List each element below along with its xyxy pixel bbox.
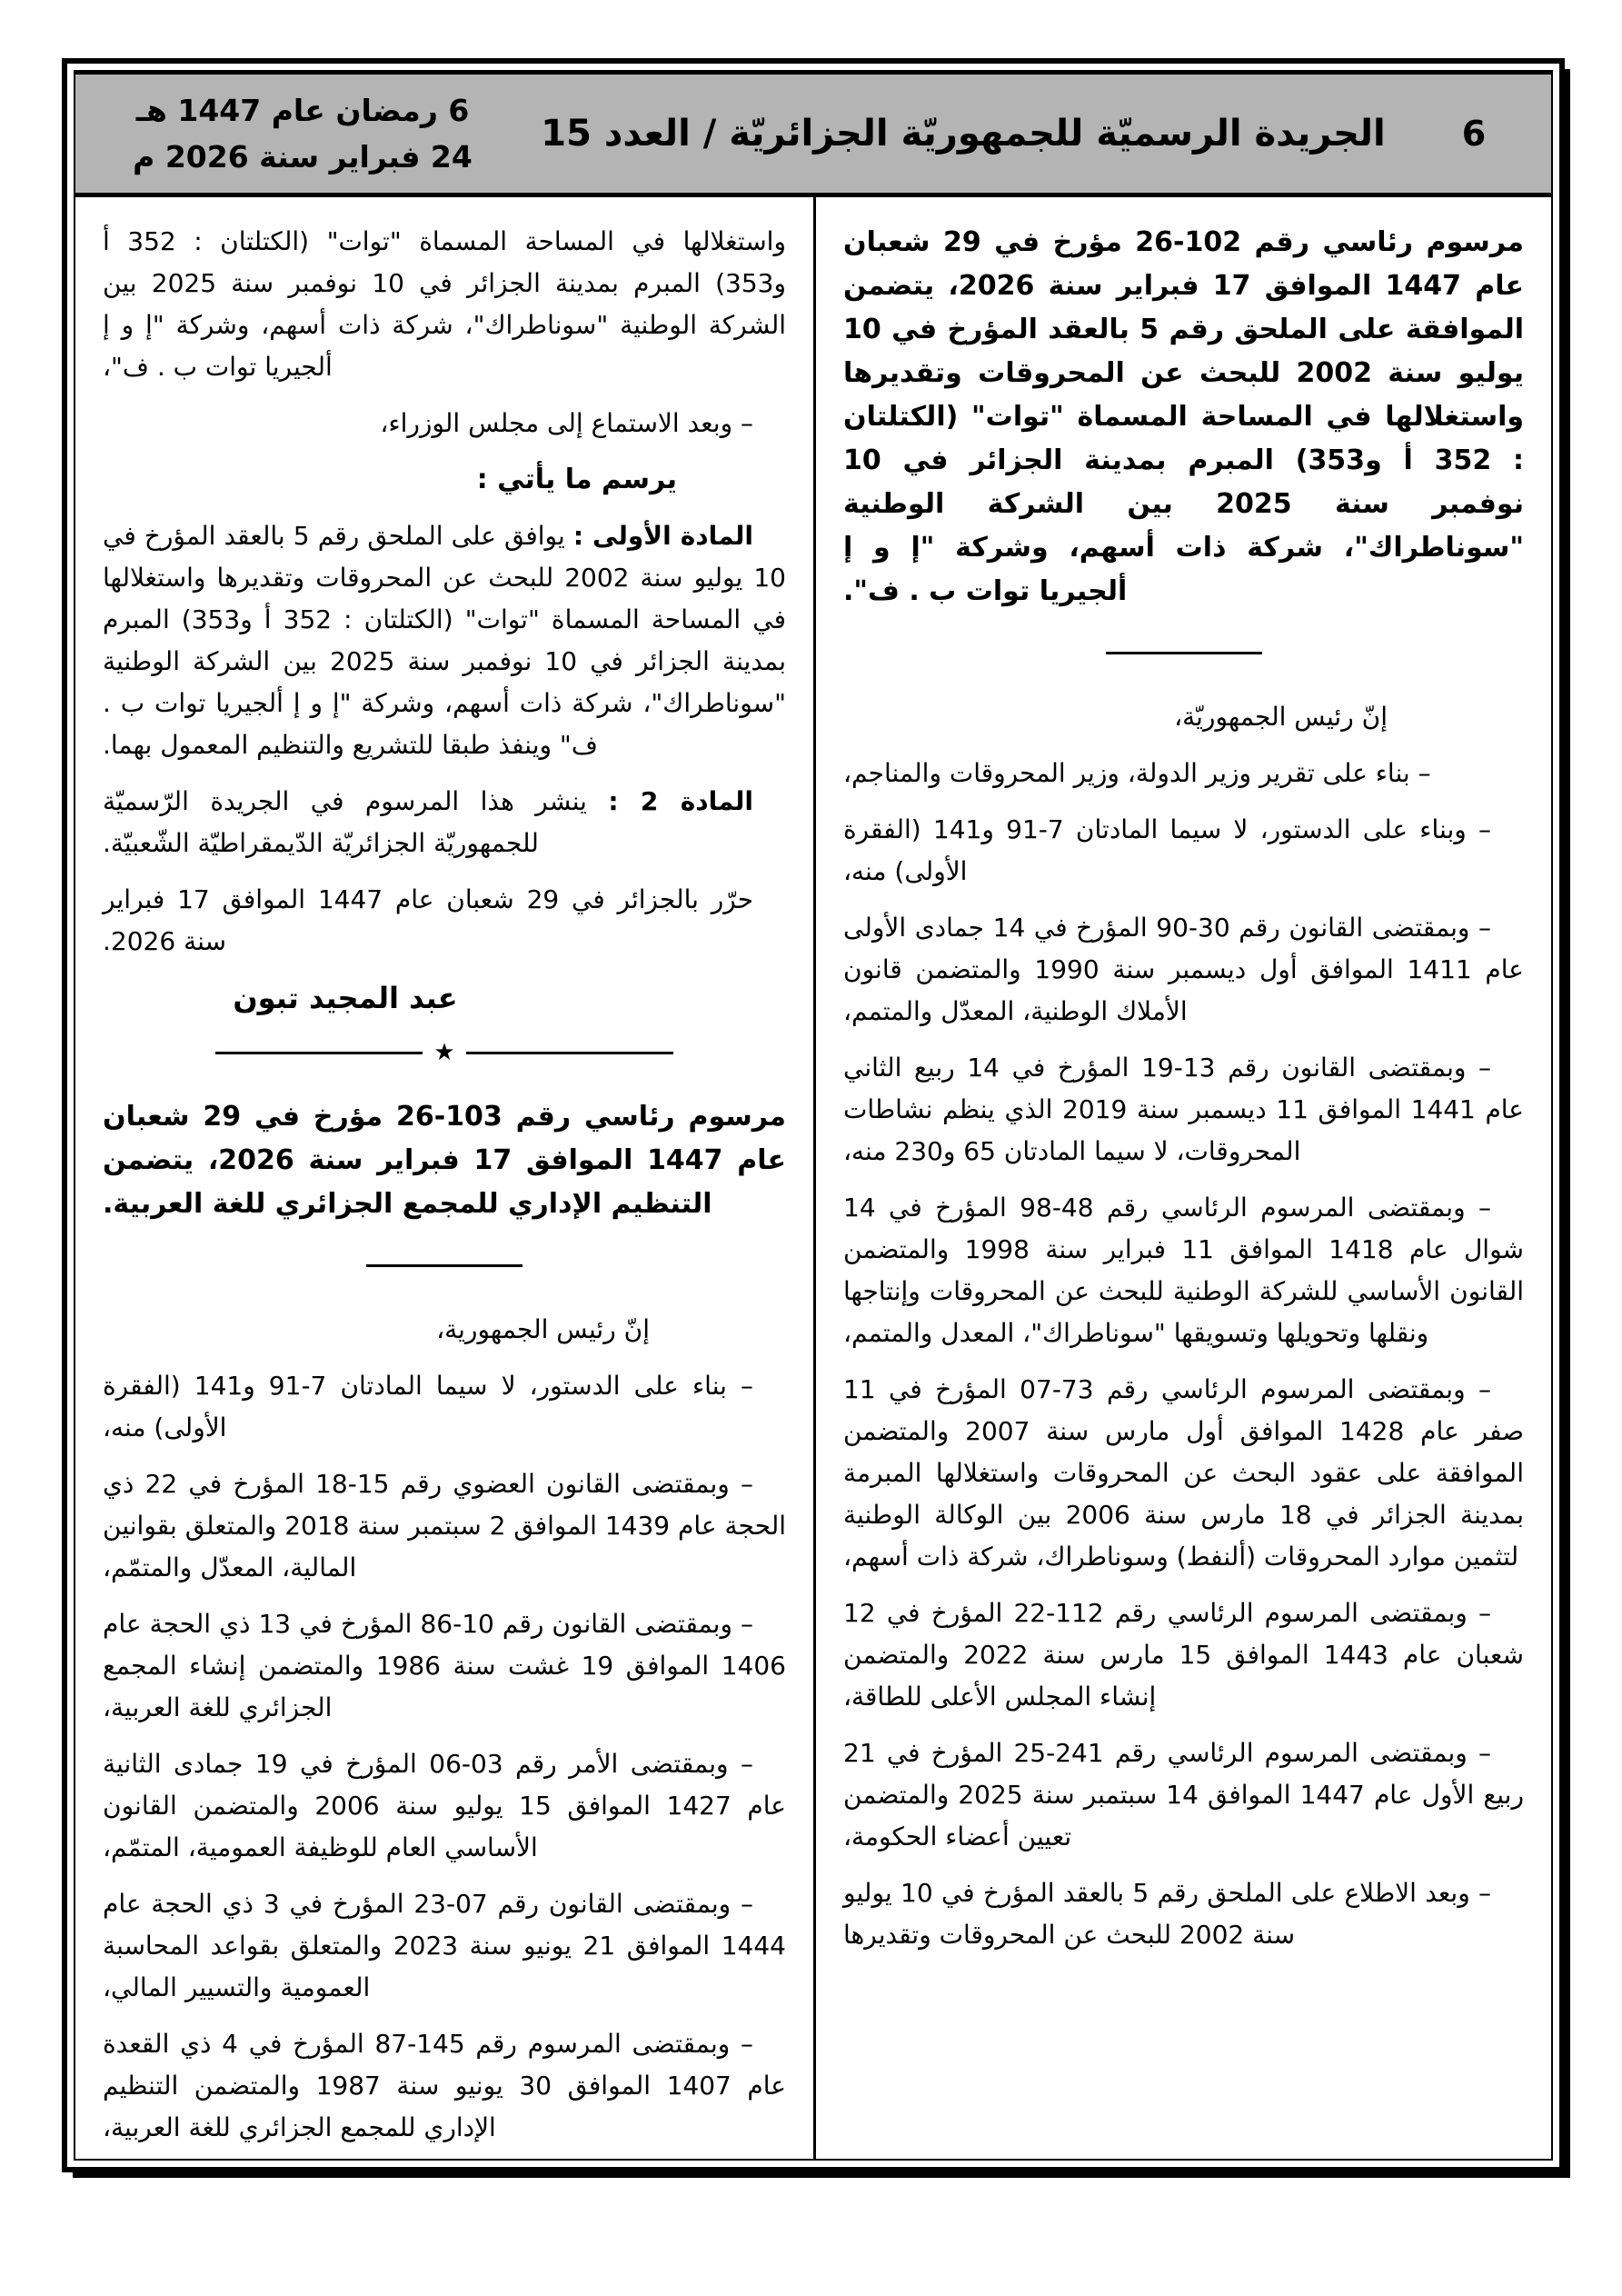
visa-paragraph: – بناء على الدستور، لا سيما المادتان 7-91 و141 (الفقرة الأولى) منه، — [103, 1371, 753, 1442]
visa-paragraph: – وبمقتضى القانون رقم 07-23 المؤرخ في 3 ذي الحجة عام 1444 الموافق 21 يونيو سنة 2023 والمتعلق بقواعد المحاسبة العمومية والتسيير المالي، — [103, 1889, 786, 2002]
visa-paragraph: – وبمقتضى القانون رقم 10-86 المؤرخ في 13 ذي الحجة عام 1406 الموافق 19 غشت سنة 1986 والمتضمن إنشاء المجمع الجزائري للغة العربية، — [103, 1609, 786, 1722]
decree-102-intro: إنّ رئيس الجمهوريّة، — [1174, 702, 1388, 732]
enactment-clause: يرسم ما يأتي : — [476, 464, 677, 495]
hijri-date: 6 رمضان عام 1447 هـ — [135, 92, 470, 128]
column-left — [75, 197, 813, 2159]
issued-line: حرّر بالجزائر في 29 شعبان عام 1447 الموافق 17 فبراير سنة 2026. — [103, 884, 754, 956]
page-header — [75, 72, 1551, 197]
separator-line — [215, 1052, 423, 1054]
decree-103-title: مرسوم رئاسي رقم 103-26 مؤرخ في 29 شعبان عام 1447 الموافق 17 فبراير سنة 2026، يتضمن التنظيم الإداري للمجمع الجزائري للغة العربية. — [103, 1101, 786, 1220]
visa-paragraph: – وبمقتضى القانون العضوي رقم 15-18 المؤرخ في 22 ذي الحجة عام 1439 الموافق 2 سبتمبر سنة 2018 والمتعلق بقوانين المالية، المعدّل والمتمّم، — [103, 1469, 786, 1582]
gregorian-date: 24 فبراير سنة 2026 م — [133, 139, 473, 175]
decree-102-continuation: واستغلالها في المساحة المسماة "توات" (الكتلتان : 352 أ و353) المبرم بمدينة الجزائر في 10 نوفمبر سنة 2025 بين الشركة الوطنية "سوناطراك"، شركة ذات أسهم، وشركة "إ و إ ألجيريا توات ب . ف"، — [103, 226, 786, 382]
visa-paragraph: – بناء على تقرير وزير الدولة، وزير المحروقات والمناجم، — [843, 758, 1431, 788]
section-rule — [1106, 652, 1262, 654]
visa-paragraph: – وبمقتضى المرسوم الرئاسي رقم 112-22 المؤرخ في 12 شعبان عام 1443 الموافق 15 مارس سنة 2022 والمتضمن إنشاء المجلس الأعلى للطاقة، — [843, 1598, 1524, 1712]
article-1 — [103, 515, 786, 766]
decree-102-title: مرسوم رئاسي رقم 102-26 مؤرخ في 29 شعبان عام 1447 الموافق 17 فبراير سنة 2026، يتضمن الموافقة على الملحق رقم 5 بالعقد المؤرخ في 10 يوليو سنة 2002 للبحث عن المحروقات وتقديرها واستغلالها في المساحة المسماة "توات" (الكتلتان : 352 أ و353) المبرم بمدينة الجزائر في 10 نوفمبر سنة 2025 بين الشركة الوطنية "سوناطراك"، شركة ذات أسهم، وشركة "إ و إ ألجيريا توات ب . ف". — [843, 226, 1525, 607]
visa-paragraph: – وبمقتضى المرسوم الرئاسي رقم 48-98 المؤرخ في 14 شوال عام 1418 الموافق 11 فبراير سنة 1998 والمتضمن القانون الأساسي للشركة الوطنية للبحث عن المحروقات وإنتاجها ونقلها وتحويلها وتسويقها "سوناطراك"، المعدل والمتمم، — [843, 1193, 1524, 1348]
visa-paragraph: – وبمقتضى القانون رقم 30-90 المؤرخ في 14 جمادى الأولى عام 1411 الموافق أول ديسمبر سنة 1990 والمتضمن قانون الأملاك الوطنية، المعدّل والمتمم، — [843, 913, 1524, 1026]
president-signature: عبد المجيد تبون — [233, 981, 458, 1015]
article-1-label: المادة الأولى : — [572, 521, 753, 551]
article-1-text: يوافق على الملحق رقم 5 بالعقد المؤرخ في 10 يوليو سنة 2002 للبحث عن المحروقات وتقديرها واستغلالها في المساحة المسماة "توات" (الكتلتان : 352 أ و353) المبرم بمدينة الجزائر في 10 نوفمبر سنة 2025 بين الشركة الوطنية "سوناطراك"، شركة ذات أسهم، وشركة "إ و إ ألجيريا توات ب . ف" وينفذ طبقا للتشريع والتنظيم المعمول بهما. — [103, 521, 786, 760]
visa-paragraph: – وبمقتضى المرسوم الرئاسي رقم 241-25 المؤرخ في 21 ربيع الأول عام 1447 الموافق 14 سبتمبر سنة 2025 والمتضمن تعيين أعضاء الحكومة، — [843, 1738, 1524, 1852]
separator-line — [466, 1052, 673, 1054]
header-dates — [103, 87, 503, 180]
visa-paragraph: – وبمقتضى القانون رقم 13-19 المؤرخ في 14 ربيع الثاني عام 1441 الموافق 11 ديسمبر سنة 2019 الذي ينظم نشاطات المحروقات، لا سيما المادتان 65 و230 منه، — [843, 1053, 1525, 1166]
article-2 — [103, 781, 786, 864]
visa-paragraph: – وبعد الاطلاع على الملحق رقم 5 بالعقد المؤرخ في 10 يوليو سنة 2002 للبحث عن المحروقات وتقديرها — [843, 1878, 1492, 1950]
section-rule — [366, 1264, 522, 1267]
star-separator — [103, 1041, 786, 1064]
content-columns — [75, 197, 1551, 2159]
visa-paragraph: – وبناء على الدستور، لا سيما المادتان 7-91 و141 (الفقرة الأولى) منه، — [843, 814, 1491, 886]
visa-paragraph: – وبمقتضى المرسوم الرئاسي رقم 73-07 المؤرخ في 11 صفر عام 1428 الموافق أول مارس سنة 2007 والمتضمن الموافقة على عقود البحث عن المحروقات واستغلالها المبرمة بمدينة الجزائر في 18 مارس سنة 2006 بين الوكالة الوطنية لتثمين موارد المحروقات (ألنفط) وسوناطراك، شركة ذات أسهم، — [843, 1374, 1525, 1572]
decree-103-intro: إنّ رئيس الجمهورية، — [436, 1314, 650, 1344]
visa-paragraph: – وبمقتضى المرسوم رقم 145-87 المؤرخ في 4 ذي القعدة عام 1407 الموافق 30 يونيو سنة 1987 والمتضمن التنظيم الإداري للمجمع الجزائري للغة العربية، — [103, 2029, 786, 2142]
visa-paragraph: – وبمقتضى الأمر رقم 03-06 المؤرخ في 19 جمادى الثانية عام 1427 الموافق 15 يوليو سنة 2006 والمتضمن القانون الأساسي العام للوظيفة العمومية، المتمّم، — [103, 1749, 787, 1862]
page-frame-inner — [74, 70, 1553, 2161]
star-icon: ★ — [433, 1039, 455, 1066]
article-2-label: المادة 2 : — [608, 786, 753, 816]
journal-title: الجريدة الرسميّة للجمهوريّة الجزائريّة / العدد 15 — [541, 113, 1386, 155]
council-paragraph: – وبعد الاستماع إلى مجلس الوزراء، — [380, 408, 753, 438]
page-number: 6 — [1461, 114, 1487, 154]
column-right — [813, 197, 1551, 2159]
page-frame — [62, 58, 1565, 2172]
article-2-text: ينشر هذا المرسوم في الجريدة الرّسميّة للجمهوريّة الجزائريّة الدّيمقراطيّة الشّعبيّة. — [103, 786, 587, 858]
